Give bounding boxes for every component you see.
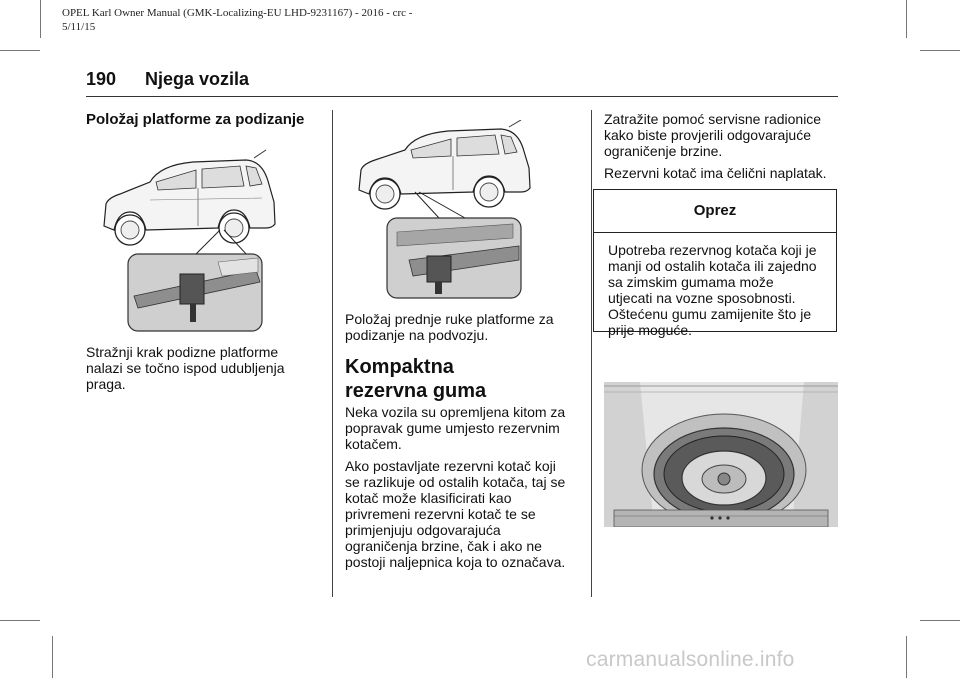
crop-mark — [920, 620, 960, 621]
text-line: popravak gume umjesto rezervnim — [345, 420, 560, 436]
text-line: primjenjuju odgovarajuća — [345, 522, 501, 538]
text-line: utjecati na vozne sposobnosti. — [608, 290, 796, 306]
caution-title: Oprez — [693, 202, 737, 219]
column-divider — [332, 110, 333, 597]
watermark: carmanualsonline.info — [586, 648, 795, 671]
heading-line: rezervna guma — [345, 380, 487, 402]
text-line: praga. — [86, 376, 126, 392]
crop-mark — [52, 636, 53, 678]
column-divider — [591, 110, 592, 597]
header-rule — [86, 96, 838, 97]
text-line: Upotreba rezervnog kotača koji je — [608, 242, 817, 258]
speed-limit-paragraph — [604, 111, 844, 159]
text-line: privremeni rezervni kotač te se — [345, 506, 536, 522]
text-line: kako biste provjerili odgovarajuće — [604, 127, 811, 143]
text-line: ograničenje brzine. — [604, 143, 723, 159]
rear-jack-caption — [86, 344, 326, 392]
page-number: 190 — [86, 69, 117, 89]
text-line: nalazi se točno ispod udubljenja — [86, 360, 285, 376]
text-line: Ako postavljate rezervni kotač koji — [345, 458, 556, 474]
crop-mark — [920, 50, 960, 51]
crop-mark — [40, 0, 41, 38]
text-line: podizanje na podvozju. — [345, 327, 489, 343]
jack-position-heading: Položaj platforme za podizanje — [86, 111, 305, 128]
crop-mark — [0, 620, 40, 621]
crop-mark — [906, 0, 907, 38]
text-line: Položaj prednje ruke platforme za — [345, 311, 554, 327]
crop-mark — [0, 50, 40, 51]
text-line: kotač može klasificirati kao — [345, 490, 512, 506]
text-line: ograničenja brzine, čak i ako ne — [345, 538, 542, 554]
text-line: sa zimskim gumama može — [608, 274, 774, 290]
text-line: manji od ostalih kotača ili zajedno — [608, 258, 817, 274]
steel-rim-paragraph: Rezervni kotač ima čelični naplatak. — [604, 165, 827, 181]
spare-wheel-illustration — [604, 382, 838, 527]
text-line: kotačem. — [345, 436, 402, 452]
text-line: Zatražite pomoć servisne radionice — [604, 111, 822, 127]
text-line: Stražnji krak podizne platforme — [86, 344, 279, 360]
caution-text — [608, 242, 834, 338]
temporary-spare-paragraph — [345, 458, 585, 570]
crop-mark — [906, 636, 907, 678]
heading-line: Kompaktna — [345, 356, 454, 378]
text-line: se razlikuje od ostalih kotača, taj se — [345, 474, 566, 490]
text-line: postoji naljepnica koja to označava. — [345, 554, 566, 570]
section-title: Njega vozila — [145, 69, 250, 89]
rear-jack-illustration — [98, 148, 284, 333]
caution-rule — [594, 232, 836, 233]
caution-box — [593, 189, 837, 338]
compact-spare-heading — [345, 355, 486, 403]
text-line: Oštećenu gumu zamijenite što je — [608, 306, 812, 322]
text-line: prije moguće. — [608, 322, 693, 338]
text-line: Neka vozila su opremljena kitom za — [345, 404, 566, 420]
front-jack-illustration — [353, 120, 539, 300]
front-jack-caption — [345, 311, 585, 343]
metadata-line: OPEL Karl Owner Manual (GMK-Localizing-EU LHD-9231167) - 2016 - crc - — [62, 7, 413, 19]
repair-kit-paragraph — [345, 404, 585, 452]
metadata-line: 5/11/15 — [62, 21, 96, 33]
print-metadata — [62, 6, 582, 34]
